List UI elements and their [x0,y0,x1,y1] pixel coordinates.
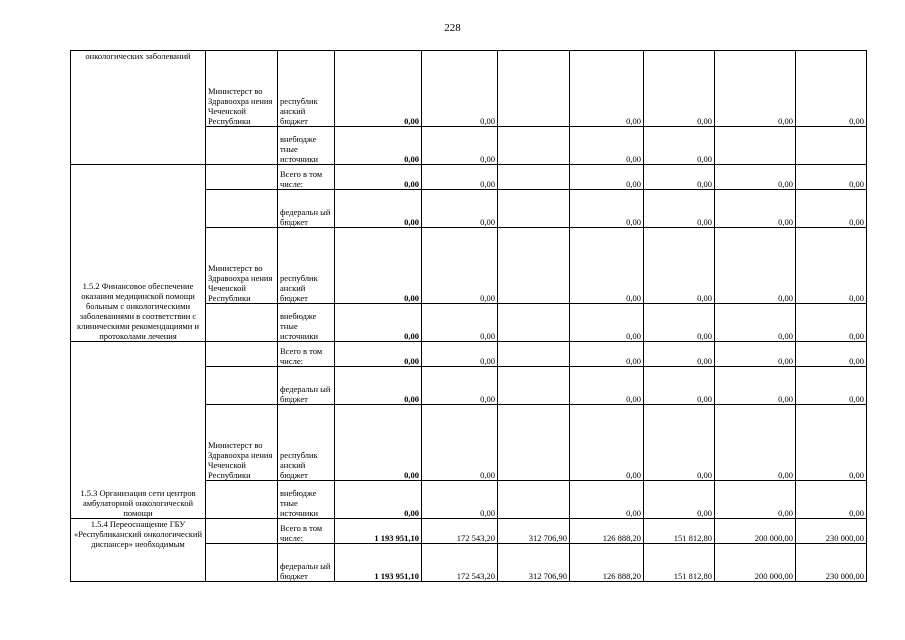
value-cell [498,342,570,367]
value-cell: 0,00 [570,127,644,165]
value-cell: 0,00 [715,165,796,190]
value-cell: 312 706,90 [498,519,570,544]
value-total: 1 193 951,10 [335,519,422,544]
value-cell: 0,00 [715,228,796,304]
value-cell: 0,00 [796,228,867,304]
value-cell: 0,00 [422,304,498,342]
value-cell [498,127,570,165]
value-cell: 0,00 [570,304,644,342]
funding-source: республик анский бюджет [278,228,335,304]
executor-cell [206,127,278,165]
value-cell: 0,00 [644,481,715,519]
value-cell: 0,00 [796,190,867,228]
value-cell: 0,00 [644,51,715,127]
value-cell [498,481,570,519]
value-cell: 0,00 [570,405,644,481]
value-total: 0,00 [335,228,422,304]
budget-table [70,50,867,582]
value-cell: 0,00 [422,405,498,481]
value-cell: 0,00 [715,304,796,342]
funding-source: Всего в том числе: [278,519,335,544]
value-total: 0,00 [335,481,422,519]
value-cell [498,165,570,190]
table-row [71,51,867,127]
value-cell [715,127,796,165]
value-cell [498,51,570,127]
value-cell [498,304,570,342]
value-cell: 172 543,20 [422,544,498,582]
funding-source: внебюдже тные источники [278,481,335,519]
value-total: 0,00 [335,127,422,165]
value-cell: 126 888,20 [570,519,644,544]
value-cell: 151 812,80 [644,519,715,544]
funding-source: федеральн ый бюджет [278,190,335,228]
value-total: 0,00 [335,405,422,481]
value-cell: 0,00 [796,165,867,190]
value-cell: 0,00 [422,127,498,165]
funding-source: федеральн ый бюджет [278,367,335,405]
executor-cell [206,544,278,582]
value-cell: 0,00 [796,304,867,342]
value-cell: 0,00 [422,190,498,228]
value-cell: 0,00 [422,165,498,190]
value-cell [498,190,570,228]
executor-cell [206,304,278,342]
activity-name: 1.5.2 Финансовое обеспечение оказания медицинской помощи больным с онкологическими заболеваниями в соответствии с клиническими рекомендациями и протоколами лечения [71,165,206,342]
executor-cell: Министерст во Здравоохра нения Чеченской Республики [206,51,278,127]
executor-cell [206,190,278,228]
value-cell: 0,00 [644,228,715,304]
executor-cell: Министерст во Здравоохра нения Чеченской Республики [206,228,278,304]
value-total: 0,00 [335,304,422,342]
value-cell: 0,00 [644,165,715,190]
value-cell: 0,00 [570,481,644,519]
value-cell: 0,00 [715,405,796,481]
value-total: 0,00 [335,51,422,127]
activity-name: 1.5.3 Организация сети центров амбулаторной онкологической помощи [71,342,206,519]
executor-cell [206,367,278,405]
value-cell: 0,00 [570,228,644,304]
value-total: 0,00 [335,165,422,190]
value-cell: 0,00 [796,367,867,405]
value-cell: 200 000,00 [715,544,796,582]
value-cell: 0,00 [644,367,715,405]
funding-source: Всего в том числе: [278,342,335,367]
value-cell: 172 543,20 [422,519,498,544]
value-cell: 0,00 [644,190,715,228]
value-cell: 0,00 [715,342,796,367]
table-row [71,342,867,367]
value-cell: 0,00 [796,342,867,367]
value-total: 0,00 [335,342,422,367]
value-cell: 126 888,20 [570,544,644,582]
value-cell: 0,00 [570,51,644,127]
value-total: 0,00 [335,367,422,405]
value-cell: 200 000,00 [715,519,796,544]
value-cell: 0,00 [644,342,715,367]
table-row [71,165,867,190]
value-total: 1 193 951,10 [335,544,422,582]
value-cell: 0,00 [715,481,796,519]
value-cell: 0,00 [796,51,867,127]
value-cell: 0,00 [422,51,498,127]
executor-cell: Министерст во Здравоохра нения Чеченской Республики [206,405,278,481]
value-cell [498,228,570,304]
value-cell: 0,00 [570,165,644,190]
value-cell: 0,00 [644,127,715,165]
executor-cell [206,519,278,544]
value-cell: 0,00 [570,367,644,405]
funding-source: республик анский бюджет [278,51,335,127]
activity-name: 1.5.4 Переоснащение ГБУ «Республиканский онкологический диспансер» необходимым [71,519,206,582]
value-cell: 0,00 [422,367,498,405]
funding-source: внебюдже тные источники [278,127,335,165]
value-cell: 230 000,00 [796,544,867,582]
value-cell: 0,00 [570,190,644,228]
value-cell: 230 000,00 [796,519,867,544]
executor-cell [206,481,278,519]
funding-source: Всего в том числе: [278,165,335,190]
value-cell [498,367,570,405]
activity-name: онкологических заболеваний [71,51,206,165]
value-cell: 0,00 [570,342,644,367]
value-cell: 0,00 [644,405,715,481]
value-cell: 0,00 [422,481,498,519]
executor-cell [206,165,278,190]
value-cell: 0,00 [422,228,498,304]
value-cell: 312 706,90 [498,544,570,582]
funding-source: федеральн ый бюджет [278,544,335,582]
value-total: 0,00 [335,190,422,228]
page-number: 228 [444,22,461,34]
value-cell: 0,00 [796,405,867,481]
value-cell: 151 812,80 [644,544,715,582]
value-cell [796,127,867,165]
value-cell: 0,00 [715,367,796,405]
funding-source: внебюдже тные источники [278,304,335,342]
value-cell: 0,00 [715,51,796,127]
value-cell: 0,00 [644,304,715,342]
value-cell: 0,00 [715,190,796,228]
value-cell [498,405,570,481]
executor-cell [206,342,278,367]
value-cell: 0,00 [422,342,498,367]
table-row [71,519,867,544]
funding-source: республик анский бюджет [278,405,335,481]
value-cell: 0,00 [796,481,867,519]
